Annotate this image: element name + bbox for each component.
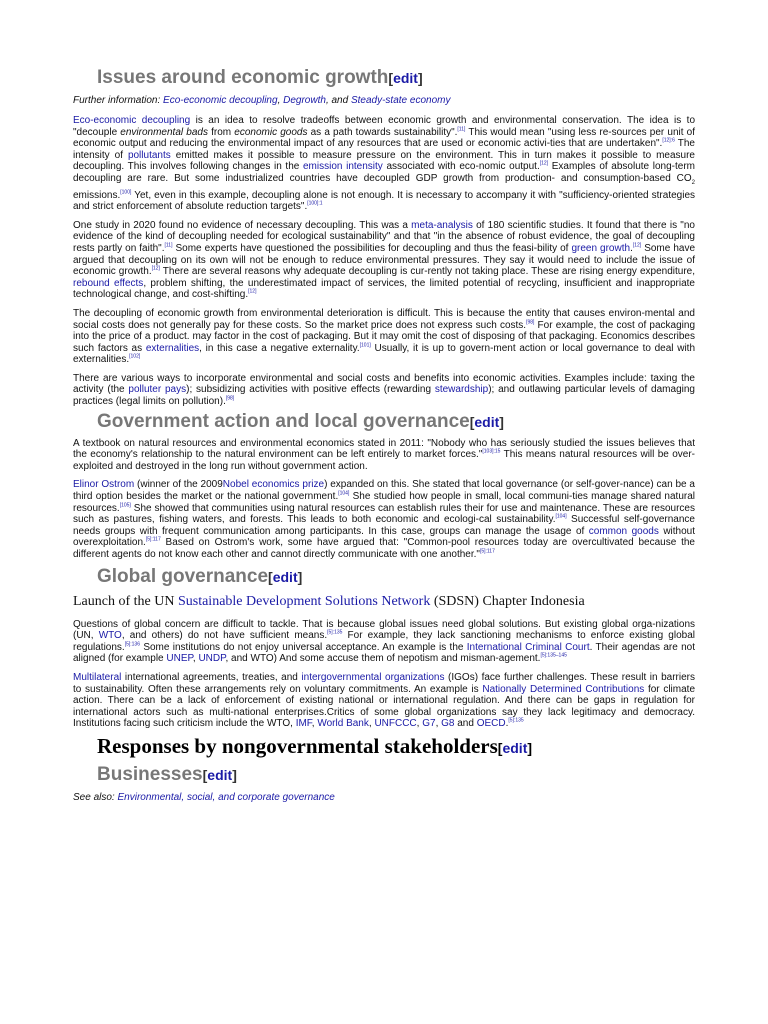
link[interactable]: rebound effects (73, 277, 144, 289)
citation[interactable]: [11] (457, 126, 466, 133)
hatnote: Further information: Eco-economic decoupling, Degrowth, and Steady-state economy (73, 95, 451, 106)
text: The decoupling of economic growth from environmental deterioration is difficult. This is because the entity that causes environ-mental and social costs does not generally pay for these costs. So the market price does not express such costs. (73, 307, 695, 331)
citation[interactable]: [5]:135–145 (540, 653, 567, 660)
link[interactable]: G8 (441, 718, 455, 730)
text: ) expanded on this. She stated that local governance (or self-gover-nance) can be a third option besides the market or the national government. (73, 479, 695, 503)
text: , and others) do not have sufficient means. (121, 630, 328, 642)
text: , in this case a negative externality. (199, 342, 360, 354)
paragraph (73, 438, 695, 473)
link[interactable]: Eco-economic decoupling (73, 115, 191, 126)
edit-link[interactable]: edit (207, 766, 233, 783)
paragraph (73, 220, 695, 301)
text: , problem shifting, the underestimated impact of services, the limited potential of recycling, insufficient and inappropriate technological change, and cost-shifting. (73, 277, 695, 301)
text: , (368, 718, 375, 730)
text: Successful self-governance needs groups with frequent communication among participants. In this case, groups can manage the usage of (73, 514, 695, 537)
citation[interactable]: [12] (151, 265, 160, 272)
edit-link[interactable]: edit (272, 568, 298, 585)
citation[interactable]: [12] (632, 242, 642, 249)
hatnote-link[interactable]: Eco-economic decoupling (163, 95, 278, 106)
link[interactable]: UNDP (198, 653, 226, 665)
text: international agreements, treaties, and (121, 671, 302, 683)
citation[interactable]: [98] (526, 319, 535, 326)
link[interactable]: Nationally Determined Contributions (482, 683, 645, 695)
hatnote-link[interactable]: Environmental, social, and corporate governance (117, 791, 335, 803)
caption-text: (SDSN) Chapter Indonesia (430, 593, 585, 609)
edit-link[interactable]: edit (502, 739, 528, 756)
link[interactable]: IMF (295, 718, 312, 730)
link[interactable]: UNFCCC (374, 718, 417, 730)
link[interactable]: meta-analysis (411, 219, 473, 231)
link[interactable]: Multilateral (73, 671, 122, 683)
text: . (505, 718, 509, 730)
citation[interactable]: [104] (555, 513, 567, 520)
heading-text: Government action and local governance (97, 410, 470, 432)
text: She showed that communities using natural resources can establish rules their for use and maintenance. These are resources such as pastures, fishing waters, and forests. This leads to both economic and ecologi-cal sustainability. (73, 502, 695, 526)
section-heading-government-action: Government action and local governance[edit] (97, 410, 504, 432)
citation[interactable]: [5]:117 (479, 548, 495, 555)
text: Yet, even in this example, decoupling alone is not enough. It is necessary to accompany it with "sufficiency-oriented strategies and strict enforcement of absolute reduction targets". (73, 189, 695, 213)
text: associated with eco-nomic output. (382, 161, 540, 173)
citation[interactable]: [5]:135 (327, 629, 343, 636)
article-body (73, 66, 695, 812)
caption-text: Launch of the UN (73, 593, 178, 609)
hatnote-link[interactable]: Steady-state economy (350, 95, 451, 106)
citation[interactable]: [12] (248, 288, 257, 295)
citation[interactable]: [11] (164, 242, 173, 249)
text: of 180 scientific studies. It found that there is "no evidence of the kind of decoupling needed for ecological sustainability" and that "in the absence of robust evidence, the goal of decoupling rests partly on faith". (73, 219, 695, 254)
citation[interactable]: [5]:136 (124, 641, 140, 648)
text: Questions of global concern are difficult to tackle. That is because global issues need global solutions. But existing global orga-nizations (UN, (73, 618, 695, 642)
text: Some have argued that decoupling on its own will not be enough to reduce environmental pressures. They say it would need to include the issue of economic growth. (73, 242, 696, 278)
text: Some experts have questioned the possibilities for decoupling and thus the feasi-bility of (172, 242, 572, 254)
citation[interactable]: [12] (539, 161, 549, 168)
link[interactable]: pollutants (127, 149, 171, 161)
text: A textbook on natural resources and environmental economics stated in 2011: "Nobody who has seriously studied the issues believes that the economy's relationship to the natural environment can be left entirely to market forces." (73, 437, 695, 461)
heading-text: Businesses (97, 763, 203, 785)
paragraph (73, 373, 695, 408)
paragraph (73, 479, 695, 560)
citation[interactable]: [100] (120, 189, 132, 196)
text: without overexploitation. (73, 525, 696, 549)
subscript: 2 (691, 179, 695, 186)
link[interactable]: common goods (588, 525, 659, 537)
link[interactable]: Elinor Ostrom (73, 479, 135, 491)
heading-text: Responses by nongovernmental stakeholders (97, 733, 498, 758)
citation[interactable]: [100]:1 (307, 200, 323, 207)
text: (IGOs) face further challenges. These result in barriers to sustainability. Often these arrangements rely on voluntary commitments. An example is (73, 671, 695, 695)
section-heading-nongovernmental-stakeholders: Responses by nongovernmental stakeholders[edit] (97, 733, 533, 758)
link[interactable]: intergovernmental organizations (301, 671, 445, 683)
text: from (207, 126, 235, 138)
caption-link[interactable]: Sustainable Development Solutions Network (177, 593, 431, 609)
text: emissions. (73, 189, 121, 201)
text: There are several reasons why adequate decoupling is cur-rently not taking place. These are rising energy expenditure, (159, 266, 695, 278)
citation[interactable]: [5]:135 (508, 718, 524, 725)
hatnote-link[interactable]: Degrowth (283, 95, 326, 106)
citation[interactable]: [98] (225, 395, 235, 402)
section-heading-economic-growth: Issues around economic growth[edit] (97, 67, 423, 88)
text: This would mean "using less re-sources per unit of economic output and reducing the environmental impact of any resources that are used or economic activi-ties that are undertaken". (73, 126, 696, 150)
text: (winner of the 2009 (134, 479, 223, 491)
link[interactable]: green growth (571, 242, 631, 254)
citation[interactable]: [104] (338, 490, 350, 497)
paragraph (73, 672, 695, 730)
text: For example, the cost of packaging into the price of a product. may factor in the cost of packaging. But it may omit the cost of disposing of that packaging. Economics describes such factors as (73, 319, 696, 354)
heading-text: Issues around economic growth (97, 67, 389, 88)
text: is an idea to resolve tradeoffs between economic growth and environmental conservation. The idea is to "decouple (73, 115, 696, 138)
text: as a path towards sustainability". (307, 126, 458, 138)
text: emitted makes it possible to measure pressure on the environment. This in turn makes it possible to measure decoupling. This involves following changes in the (73, 149, 695, 173)
text: Examples of absolute long-term decoupling are rare. But some industrialized countries have decoupled GDP growth from production- and consumption-based CO (73, 161, 696, 184)
citation[interactable]: [105] (119, 502, 131, 509)
text: , (435, 718, 442, 730)
citation[interactable]: [102] (129, 353, 141, 360)
link[interactable]: externalities (145, 342, 200, 354)
link[interactable]: UNEP (166, 653, 193, 665)
edit-link[interactable]: edit (474, 413, 500, 430)
text: The intensity of (73, 138, 695, 161)
hatnote-prefix: Further information: (73, 95, 164, 106)
italic-text: environmental bads (120, 126, 208, 138)
link[interactable]: OECD (476, 718, 506, 730)
text: Based on Ostrom's work, some have argued that: "Common-pool resources today are overcultivated because the different agents do not know each other and cannot directly communicate with one another." (73, 537, 695, 560)
text: She studied how people in small, local communi-ties manage shared natural resources. (73, 491, 695, 514)
link[interactable]: G7 (422, 718, 436, 730)
italic-text: economic goods (234, 126, 308, 138)
edit-link[interactable]: edit (393, 70, 418, 86)
text: Some institutions do not enjoy universal acceptance. An example is the (140, 641, 467, 653)
text: This means natural resources will be over-exploited and destroyed in the long run without government action. (73, 449, 695, 472)
text: Usually, it is up to govern-ment action or local governance to deal with externalities. (73, 342, 696, 366)
link[interactable]: WTO (98, 630, 122, 642)
hatnote-prefix: See also: (73, 791, 118, 803)
text: One study in 2020 found no evidence of necessary decoupling. This was a (73, 219, 412, 231)
text: ); and outlawing particular levels of damaging practices (legal limits on pollution). (73, 384, 695, 408)
link[interactable]: International Criminal Court (466, 641, 590, 653)
paragraph (73, 619, 695, 665)
text: and (454, 718, 477, 730)
text: . (630, 242, 633, 254)
text: There are various ways to incorporate environmental and social costs and benefits into economic activities. Examples include: taxing the activity (the (73, 372, 695, 396)
link[interactable]: stewardship (434, 384, 489, 396)
text: , (192, 653, 199, 665)
section-heading-businesses: Businesses[edit] (97, 763, 237, 785)
text: . Their agendas are not aligned (for example (73, 641, 696, 665)
citation[interactable]: [5]:117 (145, 537, 161, 544)
text: , (311, 718, 318, 730)
text: for climate action. There can be a lack of enforcement of existing national or international regulation. And there can be gaps in regulation for international actors such as multi-national enterprises.Critics of some global organizations say they lack legitimacy and democracy. Institutions facing such criticism include the WTO, (73, 683, 696, 730)
citation[interactable]: [103]:15 (482, 448, 501, 455)
text: ); subsidizing activities with positive effects (rewarding (186, 384, 435, 396)
paragraph (73, 115, 695, 213)
citation[interactable]: [12]:6 (662, 137, 675, 144)
image-caption (73, 593, 695, 611)
link[interactable]: World Bank (317, 718, 369, 730)
text: For example, they lack sanctioning mechanisms to enforce existing global regulations. (73, 630, 695, 653)
hatnote (73, 791, 695, 804)
citation[interactable]: [101] (359, 342, 371, 349)
paragraph (73, 308, 695, 366)
link[interactable]: emission intensity (303, 161, 383, 173)
heading-text: Global governance (97, 565, 269, 587)
section-heading-global-governance: Global governance[edit] (97, 565, 303, 587)
link[interactable]: polluter pays (128, 384, 187, 396)
text: , and WTO) And some accuse them of nepotism and misman-agement. (225, 653, 541, 665)
link[interactable]: Nobel economics prize (222, 479, 325, 491)
text: , (416, 718, 423, 730)
